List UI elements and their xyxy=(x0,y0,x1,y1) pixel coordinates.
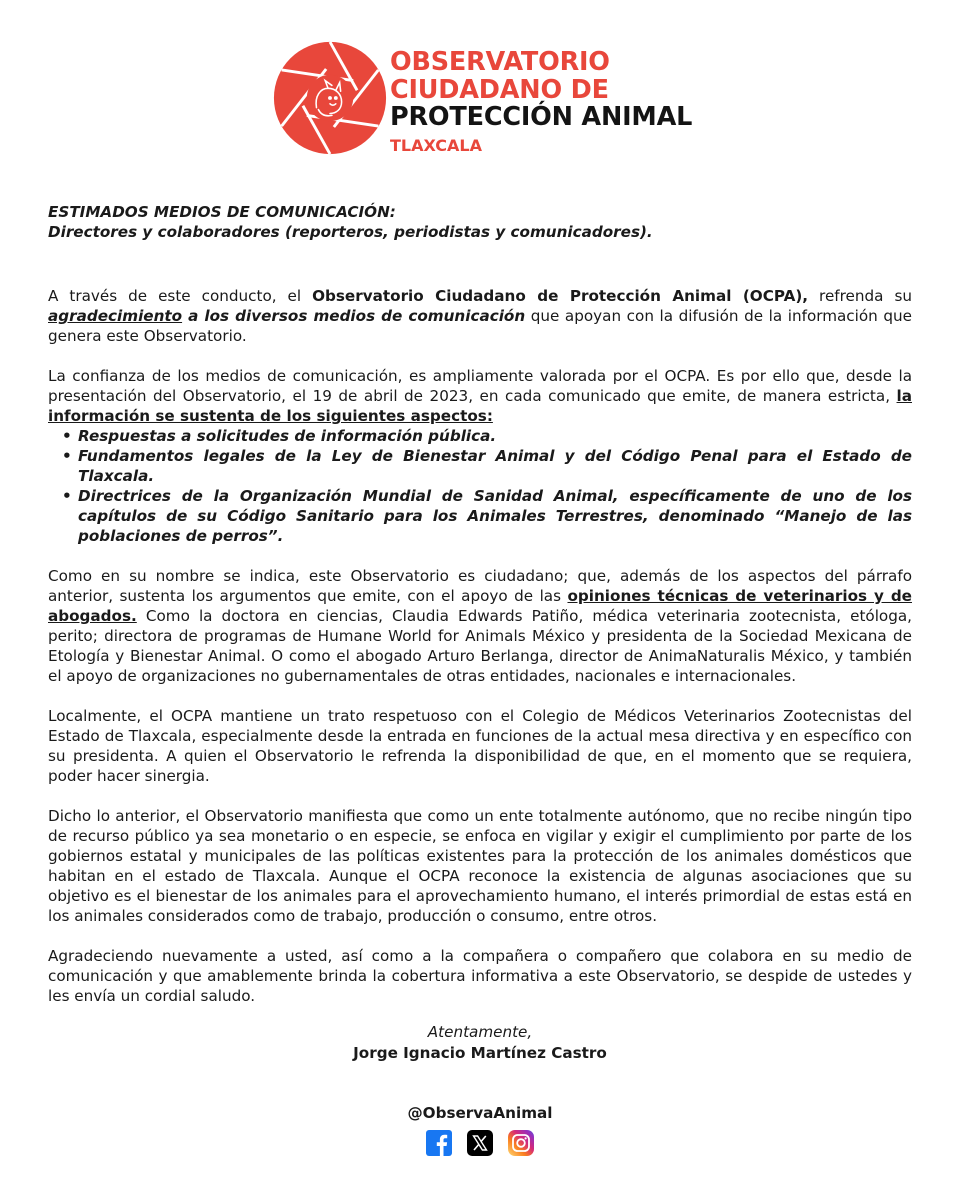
p1-thanks: agradecimiento xyxy=(48,307,183,325)
x-icon[interactable] xyxy=(467,1130,493,1156)
salutation-line-2: Directores y colaboradores (reporteros, periodistas y comunicadores). xyxy=(48,223,653,241)
paragraph-3 xyxy=(48,566,912,686)
salutation-line-1: ESTIMADOS MEDIOS DE COMUNICACIÓN: xyxy=(48,203,396,221)
list-item: • Directrices de la Organización Mundial de Sanidad Animal, específicamente de uno de los capítulos de su Código Sanitario para los Animales Terrestres, denominado “Manejo de las poblaciones de perros”. xyxy=(48,486,912,546)
p1-media: a los diversos medios de comunicación xyxy=(182,307,526,325)
list-item: • Fundamentos legales de la Ley de Bienestar Animal y del Código Penal para el Estado de Tlaxcala. xyxy=(48,446,912,486)
aspects-list xyxy=(48,426,912,546)
paragraph-5: Dicho lo anterior, el Observatorio manifiesta que como un ente totalmente autónomo, que no recibe ningún tipo de recurso público ya sea monetario o en especie, se enfoca en vigilar y exigir el cumplimiento por parte de los gobiernos estatal y municipales de las políticas existentes para la protección de los animales domésticos que habitan en el estado de Tlaxcala. Aunque el OCPA reconoce la existencia de algunas asociaciones que su objetivo es el bienestar de los animales para el aprovechamiento humano, el interés primordial de estas está en los animales considerados como de trabajo, producción o consumo, entre otros. xyxy=(48,807,912,925)
letter-body xyxy=(48,202,912,1006)
header xyxy=(272,40,712,164)
org-name-line-2: CIUDADANO DE xyxy=(390,74,609,105)
p1-org-name: Observatorio Ciudadano de Protección Animal (OCPA), xyxy=(312,287,809,305)
p1-text-c: refrenda su xyxy=(808,287,912,305)
org-city: TLAXCALA xyxy=(390,135,482,155)
sign-off: Atentamente, xyxy=(427,1023,533,1041)
facebook-icon[interactable] xyxy=(426,1130,452,1156)
instagram-icon[interactable] xyxy=(508,1130,534,1156)
org-name-line-3: PROTECCIÓN ANIMAL xyxy=(390,102,693,132)
p1-text-a: A través de este conducto, el xyxy=(48,287,313,305)
social-icons xyxy=(426,1130,536,1158)
signatory-name: Jorge Ignacio Martínez Castro xyxy=(353,1044,607,1062)
p1-text-f: que apoyan con la difusión de la información que genera este Observatorio. xyxy=(48,307,912,345)
list-item: • Respuestas a solicitudes de información pública. xyxy=(48,426,912,446)
p3-text-a: Como en su nombre se indica, este Observatorio es ciudadano; que, además de los aspectos del párrafo anterior, sustenta los argumentos que emite, con el apoyo de las xyxy=(48,567,912,605)
p3-text-c: Como la doctora en ciencias, Claudia Edwards Patiño, médica veterinaria zootecnista, etóloga, perito; directora de programas de Humane World for Animals México y presidenta de la Sociedad Mexicana de Etología y Bienestar Animal. O como el abogado Arturo Berlanga, director de AnimaNaturalis México, y también el apoyo de organizaciones no gubernamentales de otras entidades, nacionales e internacionales. xyxy=(48,607,912,685)
p2-text-a: La confianza de los medios de comunicación, es ampliamente valorada por el OCPA. Es por ello que, desde la presentación del Observatorio, el 19 de abril de 2023, en cada comunicado que emite, de manera estricta, xyxy=(48,367,912,405)
organization-name xyxy=(390,47,693,155)
social-handle: @ObservaAnimal xyxy=(407,1104,553,1122)
salutation xyxy=(48,202,912,242)
p2-aspects-heading: la información se sustenta de los siguientes aspectos: xyxy=(48,387,912,425)
paragraph-4: Localmente, el OCPA mantiene un trato respetuoso con el Colegio de Médicos Veterinarios Zootecnistas del Estado de Tlaxcala, especialmente desde la entrada en funciones de la actual mesa directiva y en específico con su presidenta. A quien el Observatorio le refrenda la disponibilidad de que, en el momento que se requiera, poder hacer sinergia. xyxy=(48,707,912,785)
p3-technical-opinions: opiniones técnicas de veterinarios y de abogados. xyxy=(48,587,912,625)
closing xyxy=(0,1022,960,1064)
aperture-pet-logo-icon xyxy=(272,40,388,156)
org-name-line-1: OBSERVATORIO xyxy=(390,47,610,77)
paragraph-6: Agradeciendo nuevamente a usted, así como a la compañera o compañero que colabora en su medio de comunicación y que amablemente brinda la cobertura informativa a este Observatorio, se despide de ustedes y les envía un cordial saludo. xyxy=(48,947,912,1005)
paragraph-2 xyxy=(48,366,912,426)
paragraph-1 xyxy=(48,286,912,346)
